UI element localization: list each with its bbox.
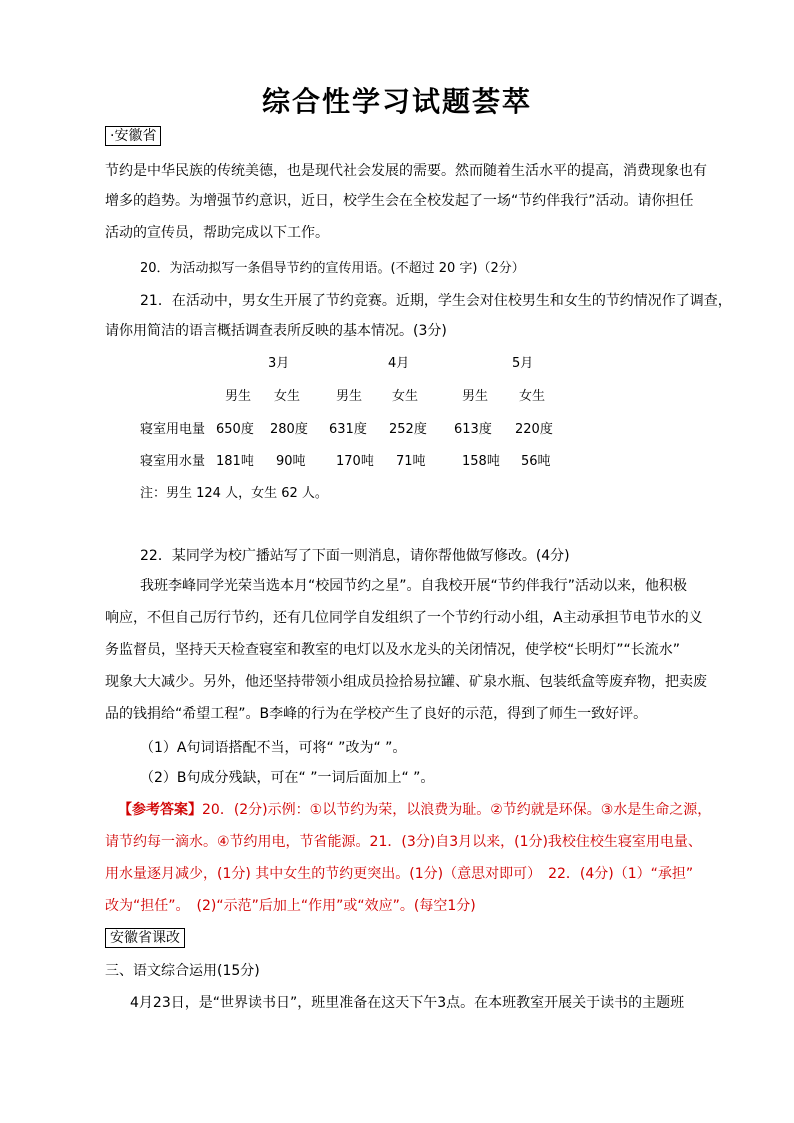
table-month-header: 4月 — [388, 356, 410, 371]
table-cell: 56吨 — [521, 454, 551, 469]
page-title: 综合性学习试题荟萃 — [261, 85, 532, 118]
passage-line-4: 现象大大减少。另外，他还坚持带领小组成员捡拾易拉罐、矿泉水瓶、包装纸盒等废弃物，把卖废 — [105, 674, 707, 690]
table-cell: 252度 — [389, 422, 427, 437]
answer-line-3: 用水量逐月减少，(1分) 其中女生的节约更突出。(1分)（意思对即可） 22．(4分)（1）“承担” — [105, 866, 694, 882]
answer-line-4: 改为“担任”。 (2)“示范”后加上“作用”或“效应”。(每空1分) — [105, 898, 476, 914]
intro-line-2: 增多的趋势。为增强节约意识，近日，校学生会在全校发起了一场“节约伴我行”活动。请你担任 — [105, 193, 694, 209]
intro-line-3: 活动的宣传员，帮助完成以下工作。 — [105, 225, 329, 241]
question-21-line-1: 21．在活动中，男女生开展了节约竞赛。近期，学生会对住校男生和女生的节约情况作了调查， — [140, 293, 732, 309]
section-heading: 三、语文综合运用(15分) — [105, 963, 260, 979]
intro-line-1: 节约是中华民族的传统美德，也是现代社会发展的需要。然而随着生活水平的提高，消费现象也有 — [105, 163, 707, 179]
answer-line-2: 请节约每一滴水。④节约用电，节省能源。21．(3分)自3月以来，(1分)我校住校生寝室用电量、 — [105, 834, 702, 850]
table-month-header: 5月 — [512, 356, 534, 371]
table-cell: 613度 — [454, 422, 492, 437]
table-cell: 170吨 — [336, 454, 374, 469]
sub-question-2: （2）B句成分残缺，可在“ ”一词后面加上“ ”。 — [140, 770, 435, 786]
sub-question-1: （1）A句词语搭配不当，可将“ ”改为“ ”。 — [140, 740, 407, 756]
region-tag-anhui: ·安徽省 — [105, 126, 161, 146]
passage-line-2: 响应，不但自己厉行节约，还有几位同学自发组织了一个节约行动小组，A主动承担节电节水的义 — [105, 610, 703, 626]
answer-text: 20．(2分)示例：①以节约为荣，以浪费为耻。②节约就是环保。③水是生命之源， — [202, 802, 712, 818]
table-cell: 631度 — [329, 422, 367, 437]
table-cell: 650度 — [216, 422, 254, 437]
table-cell: 158吨 — [462, 454, 500, 469]
table-cell: 90吨 — [276, 454, 306, 469]
table-cell: 280度 — [270, 422, 308, 437]
question-22: 22．某同学为校广播站写了下面一则消息，请你帮他做写修改。(4分) — [140, 548, 570, 564]
section-text: 4月23日，是“世界读书日”，班里准备在这天下午3点。在本班教室开展关于读书的主题班 — [130, 995, 685, 1011]
passage-line-3: 务监督员，坚持天天检查寝室和教室的电灯以及水龙头的关闭情况，使学校“长明灯”“长流水” — [105, 642, 681, 658]
table-row-label: 寝室用水量 — [140, 454, 206, 469]
question-21-line-2: 请你用简洁的语言概括调查表所反映的基本情况。(3分) — [105, 323, 447, 339]
passage-line-5: 品的钱捐给“希望工程”。B李峰的行为在学校产生了良好的示范，得到了师生一致好评。 — [105, 706, 648, 722]
table-gender-header: 女生 — [392, 389, 419, 404]
table-note: 注：男生 124 人，女生 62 人。 — [140, 486, 328, 501]
table-gender-header: 男生 — [336, 389, 363, 404]
table-gender-header: 男生 — [462, 389, 489, 404]
region-tag-anhui-reform: 安徽省课改 — [105, 928, 185, 948]
table-gender-header: 女生 — [519, 389, 546, 404]
table-gender-header: 男生 — [225, 389, 252, 404]
table-cell: 71吨 — [396, 454, 426, 469]
table-gender-header: 女生 — [274, 389, 301, 404]
table-row-label: 寝室用电量 — [140, 422, 206, 437]
passage-line-1: 我班李峰同学光荣当选本月“校园节约之星”。自我校开展“节约伴我行”活动以来，他积极 — [140, 578, 688, 594]
answer-heading: 【参考答案】 — [118, 802, 202, 818]
table-cell: 220度 — [515, 422, 553, 437]
answer-line-1 — [118, 799, 711, 819]
table-month-header: 3月 — [268, 356, 290, 371]
table-cell: 181吨 — [216, 454, 254, 469]
question-20: 20．为活动拟写一条倡导节约的宣传用语。(不超过 20 字)（2分） — [140, 261, 525, 276]
